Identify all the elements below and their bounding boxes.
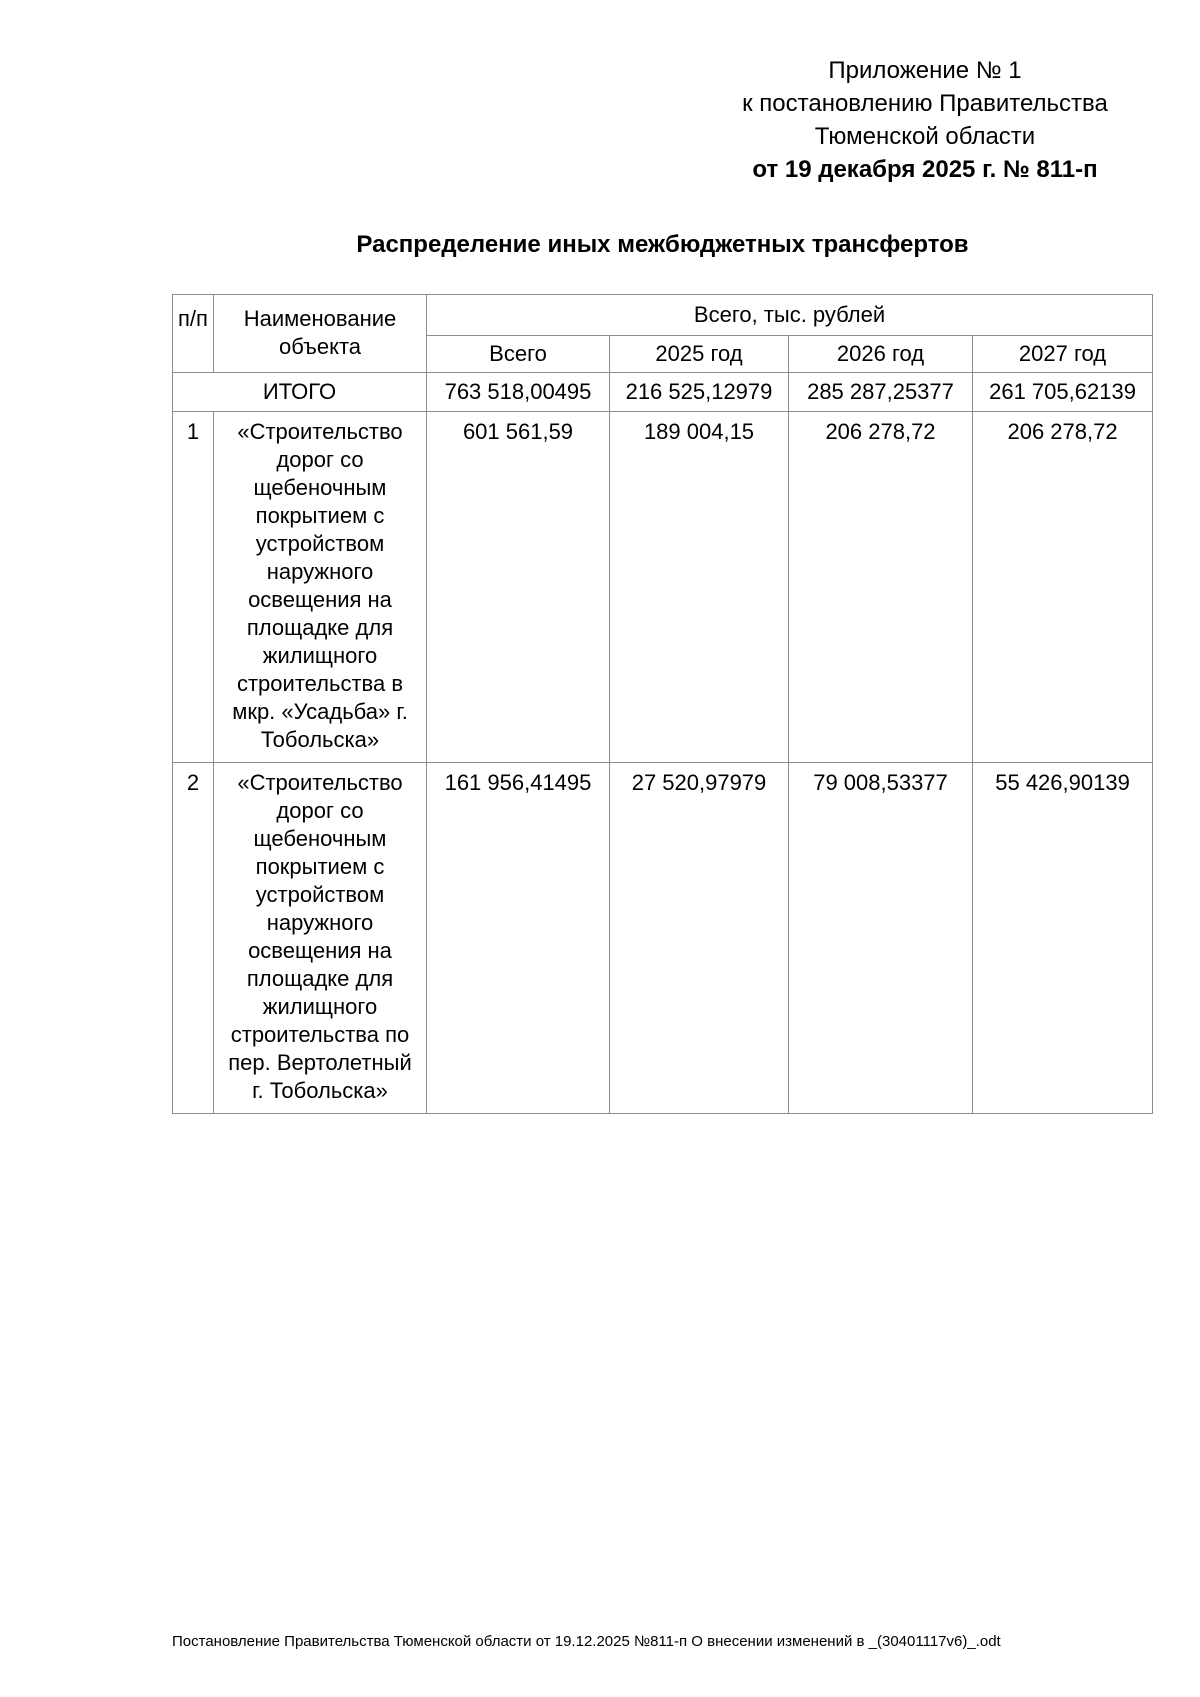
total-2026: 285 287,25377: [789, 373, 973, 412]
header-num: п/п: [173, 295, 214, 373]
row-num: 2: [173, 763, 214, 1114]
header-amount-group: Всего, тыс. рублей: [427, 295, 1153, 336]
transfers-table: [172, 294, 1153, 1114]
document-footer: Постановление Правительства Тюменской области от 19.12.2025 №811-п О внесении изменений в _(30401117v6)_.odt: [172, 1633, 1001, 1650]
total-label: ИТОГО: [173, 373, 427, 412]
total-row: [173, 373, 1153, 412]
appendix-number: Приложение № 1: [828, 57, 1022, 84]
document-title: Распределение иных межбюджетных трансфертов: [356, 231, 969, 258]
row-name: «Строительство дорог со щебеночным покрытием с устройством наружного освещения на площадке для жилищного строительства в мкр. «Усадьба» г. Тобольска»: [214, 412, 427, 763]
table-row: [173, 412, 1153, 763]
total-2025: 216 525,12979: [610, 373, 789, 412]
header-total: Всего: [427, 336, 610, 373]
appendix-reference: к постановлению Правительства: [742, 90, 1108, 117]
row-total: 161 956,41495: [427, 763, 610, 1114]
header-name: Наименование объекта: [214, 295, 427, 373]
row-2027: 206 278,72: [973, 412, 1153, 763]
row-2026: 79 008,53377: [789, 763, 973, 1114]
appendix-header: [700, 54, 1150, 186]
table-row: [173, 763, 1153, 1114]
row-2025: 189 004,15: [610, 412, 789, 763]
row-2026: 206 278,72: [789, 412, 973, 763]
row-total: 601 561,59: [427, 412, 610, 763]
appendix-date: от 19 декабря 2025 г. № 811-п: [752, 156, 1098, 183]
header-2025: 2025 год: [610, 336, 789, 373]
row-2027: 55 426,90139: [973, 763, 1153, 1114]
appendix-region: Тюменской области: [814, 123, 1036, 150]
row-num: 1: [173, 412, 214, 763]
total-2027: 261 705,62139: [973, 373, 1153, 412]
row-name: «Строительство дорог со щебеночным покрытием с устройством наружного освещения на площадке для жилищного строительства по пер. Вертолетный г. Тобольска»: [214, 763, 427, 1114]
row-2025: 27 520,97979: [610, 763, 789, 1114]
table-header-row: [173, 295, 1153, 336]
header-2027: 2027 год: [973, 336, 1153, 373]
total-sum: 763 518,00495: [427, 373, 610, 412]
header-2026: 2026 год: [789, 336, 973, 373]
